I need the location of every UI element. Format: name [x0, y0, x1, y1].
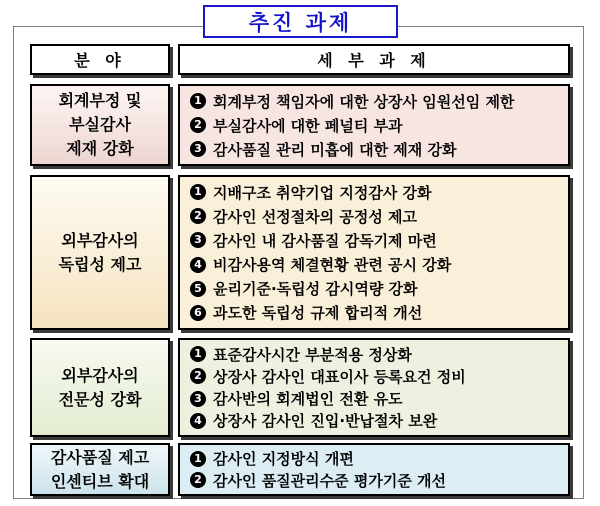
diagram-title: 추진 과제	[248, 10, 353, 35]
category-line: 부실감사	[69, 115, 131, 134]
circled-number-icon: 6	[190, 305, 206, 321]
task-item	[190, 470, 564, 491]
category-box-expertise	[30, 338, 170, 437]
task-item	[190, 91, 564, 112]
task-item	[190, 278, 564, 299]
category-line: 인센티브 확대	[50, 471, 150, 491]
task-text: 부실감사에 대한 페널티 부과	[213, 116, 403, 135]
task-text: 윤리기준·독립성 감시역량 강화	[213, 280, 418, 299]
circled-number-icon: 1	[190, 451, 206, 467]
circled-number-icon: 1	[190, 93, 206, 109]
category-box-sanctions	[30, 84, 170, 166]
circled-number-icon: 1	[190, 346, 206, 362]
field-column-header	[30, 44, 170, 75]
circled-number-icon: 2	[190, 117, 206, 133]
category-box-incentives	[30, 443, 170, 496]
section-row-expertise	[30, 338, 570, 437]
task-text: 상장사 감사인 진입·반납절차 보완	[213, 412, 438, 431]
task-item	[190, 448, 564, 469]
category-box-independence	[30, 175, 170, 330]
category-line: 회계부정 및	[58, 91, 142, 110]
task-text: 표준감사시간 부분적용 정상화	[213, 345, 412, 364]
circled-number-icon: 3	[190, 141, 206, 157]
section-row-sanctions	[30, 84, 570, 166]
circled-number-icon: 1	[190, 184, 206, 200]
circled-number-icon: 2	[190, 208, 206, 224]
task-text: 지배구조 취약기업 지정감사 강화	[213, 183, 432, 202]
tasks-column-header	[178, 44, 570, 75]
task-item	[190, 230, 564, 251]
task-text: 감사품질 관리 미흡에 대한 제재 강화	[213, 140, 457, 159]
section-row-independence	[30, 175, 570, 330]
task-item	[190, 366, 564, 387]
category-line: 외부감사의	[61, 230, 139, 250]
task-item	[190, 410, 564, 431]
task-text: 감사반의 회계법인 전환 유도	[213, 390, 403, 409]
circled-number-icon: 4	[190, 257, 206, 273]
task-item	[190, 182, 564, 203]
task-text: 회계부정 책임자에 대한 상장사 임원선임 제한	[213, 92, 515, 111]
task-item	[190, 139, 564, 160]
circled-number-icon: 2	[190, 472, 206, 488]
category-line: 외부감사의	[61, 365, 139, 385]
task-text: 감사인 지정방식 개편	[213, 450, 354, 469]
section-row-incentives	[30, 443, 570, 496]
circled-number-icon: 2	[190, 368, 206, 384]
detail-box-independence	[178, 175, 570, 330]
circled-number-icon: 4	[190, 413, 206, 429]
detail-box-expertise	[178, 338, 570, 437]
task-text: 감사인 품질관리수준 평가기준 개선	[213, 471, 447, 490]
task-text: 상장사 감사인 대표이사 등록요건 정비	[213, 367, 466, 386]
circled-number-icon: 3	[190, 391, 206, 407]
task-item	[190, 388, 564, 409]
category-line: 독립성 제고	[58, 254, 142, 274]
task-item	[190, 302, 564, 323]
category-line: 제재 강화	[66, 139, 134, 158]
circled-number-icon: 5	[190, 281, 206, 297]
task-text: 감사인 내 감사품질 감독기제 마련	[213, 231, 437, 250]
task-item	[190, 115, 564, 136]
header-row	[30, 44, 570, 75]
category-line: 전문성 강화	[58, 389, 142, 409]
tasks-header-label: 세 부 과 제	[317, 51, 431, 70]
detail-box-sanctions	[178, 84, 570, 166]
task-item	[190, 206, 564, 227]
circled-number-icon: 3	[190, 232, 206, 248]
task-text: 감사인 선정절차의 공정성 제고	[213, 207, 418, 226]
task-text: 비감사용역 체결현황 관련 공시 강화	[213, 256, 452, 275]
detail-box-incentives	[178, 443, 570, 496]
category-line: 감사품질 제고	[50, 447, 150, 467]
diagram-title-box	[203, 5, 398, 38]
task-text: 과도한 독립성 규제 합리적 개선	[213, 304, 423, 323]
task-item	[190, 344, 564, 365]
field-header-label: 분 야	[74, 51, 126, 70]
task-item	[190, 254, 564, 275]
